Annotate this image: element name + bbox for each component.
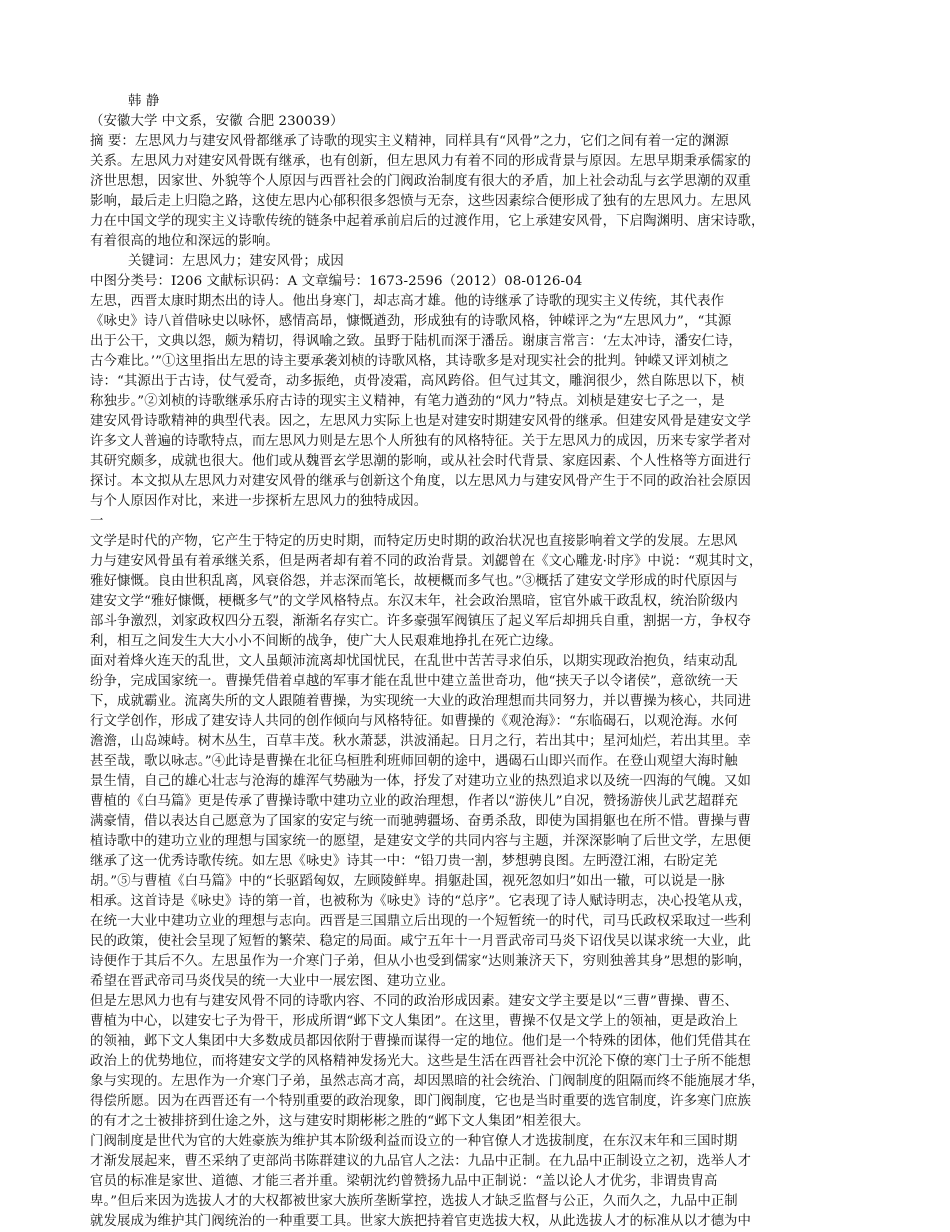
body-line: 民的政策，使社会呈现了短暂的繁荣、稳定的局面。咸宁五年十一月晋武帝司马炎下诏伐吴以谋求统一大业，此 bbox=[90, 934, 752, 949]
body-line: 古今难比。’”①这里指出左思的诗主要承袭刘桢的诗歌风格，其诗歌多是对现实社会的批判。钟嵘又评刘桢之 bbox=[90, 354, 729, 369]
body-line: 澹澹，山岛竦峙。树木丛生，百草丰茂。秋水萧瑟，洪波涌起。日月之行，若出其中；星河灿烂，若出其里。幸 bbox=[90, 734, 752, 749]
section-one-body bbox=[90, 532, 860, 1232]
body-line: 官员的标准是家世、道德、才能三者并重。梁朝沈约曾赞扬九品中正制说：“盖以论人才优劣，非谓贵胄高 bbox=[90, 1174, 718, 1189]
body-line: 但是左思风力也有与建安风骨不同的诗歌内容、不同的政治形成因素。建安文学主要是以“三曹”曹操、曹丕、 bbox=[90, 994, 738, 1009]
keywords: 关键词：左思风力；建安风骨；成因 bbox=[128, 254, 344, 269]
introduction bbox=[90, 292, 860, 512]
body-line: 曹植的《白马篇》更是传承了曹操诗歌中建功立业的政治理想，作者以“游侠儿”自况，赞扬游侠儿武艺超群充 bbox=[90, 794, 738, 809]
body-line: 象与实现的。左思作为一介寒门子弟，虽然志高才高，却因黑暗的社会统治、门阀制度的阻隔而终不能施展才华， bbox=[90, 1074, 765, 1089]
body-line: 左思，西晋太康时期杰出的诗人。他出身寒门，却志高才雄。他的诗继承了诗歌的现实主义传统，其代表作 bbox=[90, 294, 725, 309]
body-line: 的领袖，邺下文人集团中大多数成员都因依附于曹操而谋得一定的地位。他们是一个特殊的团体，他们凭借其在 bbox=[90, 1034, 752, 1049]
body-line: 胡。”⑤与曹植《白马篇》中的“长驱蹈匈奴，左顾陵鲜卑。捐躯赴国，视死忽如归”如出一辙，可以说是一脉 bbox=[90, 874, 725, 889]
body-line: 诗：“其源出于古诗，仗气爱奇，动多振绝，贞骨凌霜，高风跨俗。但气过其文，雕润很少，然自陈思以下，桢 bbox=[90, 374, 745, 389]
body-line: 甚至哉，歌以咏志。”④此诗是曹操在北征乌桓胜利班师回朝的途中，遇碣石山即兴而作。在登山观望大海时触 bbox=[90, 754, 738, 769]
body-line: 利，相互之间发生大大小小不间断的战争，使广大人民艰难地挣扎在死亡边缘。 bbox=[90, 634, 563, 649]
classification-info: 中图分类号：I206 文献标识码：A 文章编号：1673-2596（2012）08-0126-04 bbox=[90, 274, 583, 289]
body-line: 在统一大业中建功立业的理想与志向。西晋是三国鼎立后出现的一个短暂统一的时代，司马氏政权采取过一些利 bbox=[90, 914, 752, 929]
body-line: 下，成就霸业。流离失所的文人跟随着曹操，为实现统一大业的政治理想而共同努力，并以曹操为核心，共同进 bbox=[90, 694, 752, 709]
abstract-line: 济世思想，因家世、外貌等个人原因与西晋社会的门阀政治制度有很大的矛盾，加上社会动乱与玄学思潮的双重 bbox=[90, 174, 752, 189]
body-line: 与个人原因作对比，来进一步探析左思风力的独特成因。 bbox=[90, 494, 428, 509]
body-line: 得偿所愿。因为在西晋还有一个特别重要的政治现象，即门阀制度，它也是当时重要的选官制度，许多寒门庶族 bbox=[90, 1094, 752, 1109]
abstract-line: 摘 要：左思风力与建安风骨都继承了诗歌的现实主义精神，同样具有“风骨”之力，它们之间有着一定的渊源 bbox=[90, 134, 729, 149]
body-line: 卑。”但后来因为选拔人才的大权都被世家大族所垄断掌控，选拔人才缺乏监督与公正，久而久之，九品中正制 bbox=[90, 1194, 738, 1209]
body-line: 政治上的优势地位，而将建安文学的风格精神发扬光大。这些是生活在西晋社会中沉沦下僚的寒门士子所不能想 bbox=[90, 1054, 752, 1069]
body-line: 继承了这一优秀诗歌传统。如左思《咏史》诗其一中：“铅刀贵一割，梦想骋良图。左眄澄江湘，右盼定羌 bbox=[90, 854, 718, 869]
body-line: 称独步。”②刘桢的诗歌继承乐府古诗的现实主义精神，有笔力遒劲的“风力”特点。刘桢是建安七子之一，是 bbox=[90, 394, 725, 409]
body-line: 其研究颇多，成就也很大。他们或从魏晋玄学思潮的影响，或从社会时代背景、家庭因素、个人性格等方面进行 bbox=[90, 454, 752, 469]
body-line: 纷争，完成国家统一。曹操凭借着卓越的军事才能在乱世中建立盖世奇功，他“挟天子以令诸侯”，意欲统一天 bbox=[90, 674, 738, 689]
author-affiliation: （安徽大学 中文系，安徽 合肥 230039） bbox=[90, 114, 344, 129]
body-line: 就发展成为维护其门阀统治的一种重要工具。世家大族把持着官吏选拔大权，从此选拔人才的标准从以才德为中 bbox=[90, 1214, 752, 1229]
body-line: 行文学创作，形成了建安诗人共同的创作倾向与风格特征。如曹操的《观沧海》：“东临碣石，以观沧海。水何 bbox=[90, 714, 738, 729]
author-name: 韩 静 bbox=[128, 94, 160, 109]
abstract-line: 关系。左思风力对建安风骨既有继承，也有创新，但左思风力有着不同的形成背景与原因。左思早期秉承儒家的 bbox=[90, 154, 752, 169]
body-line: 出于公干，文典以怨，颇为精切，得讽喻之致。虽野于陆机而深于潘岳。谢康言常言：‘左太冲诗，潘安仁诗， bbox=[90, 334, 742, 349]
body-line: 的有才之士被排挤到仕途之外，这与建安时期彬彬之胜的“邺下文人集团”相差很大。 bbox=[90, 1114, 590, 1129]
body-line: 门阀制度是世代为官的大姓豪族为维护其本阶级利益而设立的一种官僚人才选拔制度，在东汉末年和三国时期 bbox=[90, 1134, 738, 1149]
body-line: 景生情，自己的雄心壮志与沧海的雄浑气势融为一体，抒发了对建功立业的热烈追求以及统一四海的气魄。又如 bbox=[90, 774, 752, 789]
abstract-line: 力在中国文学的现实主义诗歌传统的链条中起着承前启后的过渡作用，它上承建安风骨，下启陶渊明、唐宋诗歌， bbox=[90, 214, 765, 229]
body-line: 相承。这首诗是《咏史》诗的第一首，也被称为《咏史》诗的“总序”。它表现了诗人赋诗明志，决心投笔从戎， bbox=[90, 894, 752, 909]
body-line: 力与建安风骨虽有着承继关系，但是两者却有着不同的政治背景。刘勰曾在《文心雕龙·时序》中说：“观其时文， bbox=[90, 554, 763, 569]
article-page bbox=[90, 92, 860, 1232]
section-number: 一 bbox=[90, 514, 104, 529]
body-line: 雅好慷慨。良由世积乱离，风衰俗怨，并志深而笔长，故梗概而多气也。”③概括了建安文学形成的时代原因与 bbox=[90, 574, 738, 589]
body-line: 才渐发展起来，曹丕采纳了吏部尚书陈群建议的九品官人之法：九品中正制。在九品中正制设立之初，选举人才 bbox=[90, 1154, 752, 1169]
body-line: 满豪情，借以表达自己愿意为了国家的安定与统一而驰骋疆场、奋勇杀敌，即使为国捐躯也在所不惜。曹操与曹 bbox=[90, 814, 752, 829]
body-line: 许多文人普遍的诗歌特点，而左思风力则是左思个人所独有的风格特征。关于左思风力的成因，历来专家学者对 bbox=[90, 434, 752, 449]
body-line: 希望在晋武帝司马炎伐吴的统一大业中一展宏图、建功立业。 bbox=[90, 974, 455, 989]
body-line: 《咏史》诗八首借咏史以咏怀，感情高昂，慷慨遒劲，形成独有的诗歌风格，钟嵘评之为“左思风力”，“其源 bbox=[90, 314, 732, 329]
body-line: 建安风骨诗歌精神的典型代表。因之，左思风力实际上也是对建安时期建安风骨的继承。但建安风骨是建安文学 bbox=[90, 414, 752, 429]
abstract-line: 影响，最后走上归隐之路，这使左思内心郁积很多怨愤与无奈，这些因素综合便形成了独有的左思风力。左思风 bbox=[90, 194, 752, 209]
body-line: 建安文学“雅好慷慨，梗概多气”的文学风格特点。东汉末年，社会政治黑暗，宦官外戚干政乱权，统治阶级内 bbox=[90, 594, 738, 609]
body-line: 文学是时代的产物，它产生于特定的历史时期，而特定历史时期的政治状况也直接影响着文学的发展。左思风 bbox=[90, 534, 738, 549]
body-line: 部斗争激烈，刘家政权四分五裂，渐渐名存实亡。许多豪强军阀镇压了起义军后却拥兵自重，割据一方，争权夺 bbox=[90, 614, 752, 629]
body-line: 曹植为中心，以建安七子为骨干，形成所谓“邺下文人集团”。在这里，曹操不仅是文学上的领袖，更是政治上 bbox=[90, 1014, 738, 1029]
body-line: 诗便作于其后不久。左思虽作为一介寒门子弟，但从小也受到儒家“达则兼济天下，穷则独善其身”思想的影响， bbox=[90, 954, 752, 969]
abstract-line: 有着很高的地位和深远的影响。 bbox=[90, 234, 279, 249]
body-line: 探讨。本文拟从左思风力对建安风骨的继承与创新这个角度，以左思风力与建安风骨产生于不同的政治社会原因 bbox=[90, 474, 752, 489]
body-line: 植诗歌中的建功立业的理想与国家统一的愿望，是建安文学的共同内容与主题，并深深影响了后世文学，左思便 bbox=[90, 834, 752, 849]
abstract bbox=[90, 132, 860, 252]
body-line: 面对着烽火连天的乱世，文人虽颠沛流离却忧国忧民，在乱世中苦苦寻求伯乐，以期实现政治抱负，结束动乱 bbox=[90, 654, 738, 669]
